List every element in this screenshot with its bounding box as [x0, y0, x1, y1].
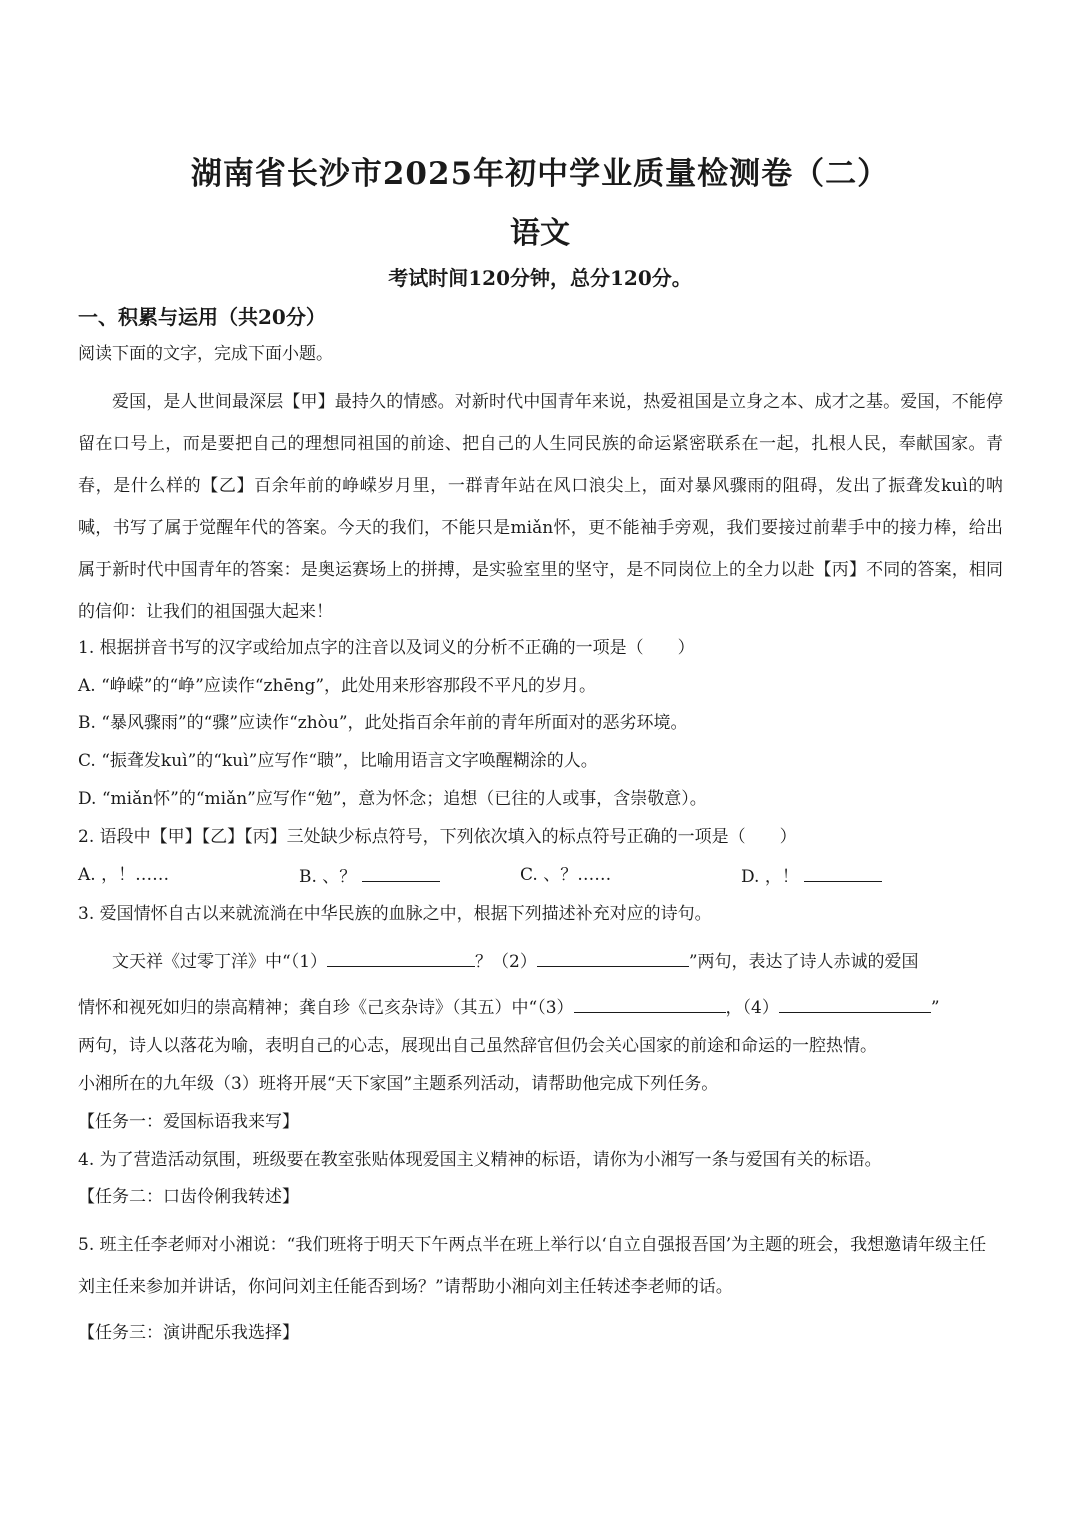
question-2-option-b [299, 864, 520, 890]
question-1-option-b: B. “暴风骤雨”的“骤”应读作“zhòu”，此处指百余年前的青年所面对的恶劣环境。 [78, 713, 688, 734]
question-1-option-c: C. “振聋发kuì”的“kuì”应写作“聩”，比喻用语言文字唤醒糊涂的人。 [78, 751, 598, 772]
poem-text: ，（4） [725, 998, 779, 1019]
exam-content [78, 303, 1003, 1360]
question-1-option-a: A. “峥嵘”的“峥”应读作“zhēng”，此处用来形容那段不平凡的岁月。 [78, 675, 597, 696]
question-5: 5. 班主任李老师对小湘说：“我们班将于明天下午两点半在班上举行以‘自立自强报吾国’为主题的班会，我想邀请年级主任刘主任来参加并讲话，你问问刘主任能否到场？”请帮助小湘向刘主任转述李老师的话。 [78, 1235, 987, 1298]
poem-text: ”两句，表达了诗人赤诚的爱国 [688, 952, 919, 973]
question-2-option-a [78, 864, 299, 890]
task-1-heading: 【任务一：爱国标语我来写】 [78, 1111, 299, 1132]
question-3-line-1 [78, 941, 1003, 983]
fill-blank-1 [327, 949, 475, 967]
fill-blank-4 [779, 995, 931, 1013]
question-1-stem: 1. 根据拼音书写的汉字或给加点字的注音以及词义的分析不正确的一项是（ ） [78, 637, 695, 658]
answer-blank [804, 864, 882, 882]
question-2-option-d [741, 864, 962, 890]
question-3-stem: 3. 爱国情怀自古以来就流淌在中华民族的血脉之中，根据下列描述补充对应的诗句。 [78, 904, 712, 925]
task-3-heading: 【任务三：演讲配乐我选择】 [78, 1323, 299, 1344]
question-3-line-3: 两句，诗人以落花为喻，表明自己的心志，展现出自己虽然辞官但仍会关心国家的前途和命运的一腔热情。 [78, 1036, 877, 1057]
poem-text: ？（2） [475, 952, 537, 973]
option-c-text: C. 、？…… [520, 864, 612, 885]
question-2-stem: 2. 语段中【甲】【乙】【丙】三处缺少标点符号，下列依次填入的标点符号正确的一项是（ ） [78, 826, 797, 847]
question-3-line-2 [78, 987, 1003, 1029]
activity-intro: 小湘所在的九年级（3）班将开展“天下家国”主题系列活动，请帮助他完成下列任务。 [78, 1073, 719, 1094]
fill-blank-3 [574, 995, 726, 1013]
fill-blank-2 [537, 949, 689, 967]
exam-title: 湖南省长沙市2025年初中学业质量检测卷（二） [190, 156, 890, 192]
question-2-options [78, 864, 1003, 890]
option-d-text: D. ，！ [741, 866, 799, 887]
question-2-option-c [520, 864, 741, 890]
answer-blank [362, 864, 440, 882]
exam-info: 考试时间120分钟，总分120分。 [388, 266, 692, 290]
reading-passage: 爱国，是人世间最深层【甲】最持久的情感。对新时代中国青年来说，热爱祖国是立身之本、成才之基。爱国，不能停留在口号上，而是要把自己的理想同祖国的前途、把自己的人生同民族的命运紧密联系在一起，扎根人民，奉献国家。青春，是什么样的【乙】百余年前的峥嵘岁月里，一群青年站在风口浪尖上，面对暴风骤雨的阻碍，发出了振聋发kuì的呐喊，书写了属于觉醒年代的答案。今天的我们，不能只是miǎn怀，更不能袖手旁观，我们要接过前辈手中的接力棒，给出属于新时代中国青年的答案：是奥运赛场上的拼搏，是实验室里的坚守，是不同岗位上的全力以赴【丙】不同的答案，相同的信仰：让我们的祖国强大起来！ [78, 391, 1003, 622]
task-2-heading: 【任务二：口齿伶俐我转述】 [78, 1187, 299, 1208]
question-4: 4. 为了营造活动氛围，班级要在教室张贴体现爱国主义精神的标语，请你为小湘写一条与爱国有关的标语。 [78, 1149, 882, 1170]
reading-intro: 阅读下面的文字，完成下面小题。 [78, 344, 333, 364]
poem-text: ” [930, 998, 940, 1019]
poem-text: 文天祥《过零丁洋》中“（1） [112, 952, 328, 973]
option-a-text: A. ，！…… [78, 864, 170, 885]
poem-text: 情怀和视死如归的崇高精神；龚自珍《己亥杂诗》（其五）中“（3） [78, 998, 574, 1019]
option-b-text: B. 、？ [299, 866, 357, 887]
section-heading: 一、积累与运用（共20分） [78, 305, 326, 329]
subject-title: 语文 [510, 216, 570, 251]
question-1-option-d: D. “miǎn怀”的“miǎn”应写作“勉”，意为怀念；追想（已往的人或事，含崇敬意）。 [78, 788, 707, 809]
